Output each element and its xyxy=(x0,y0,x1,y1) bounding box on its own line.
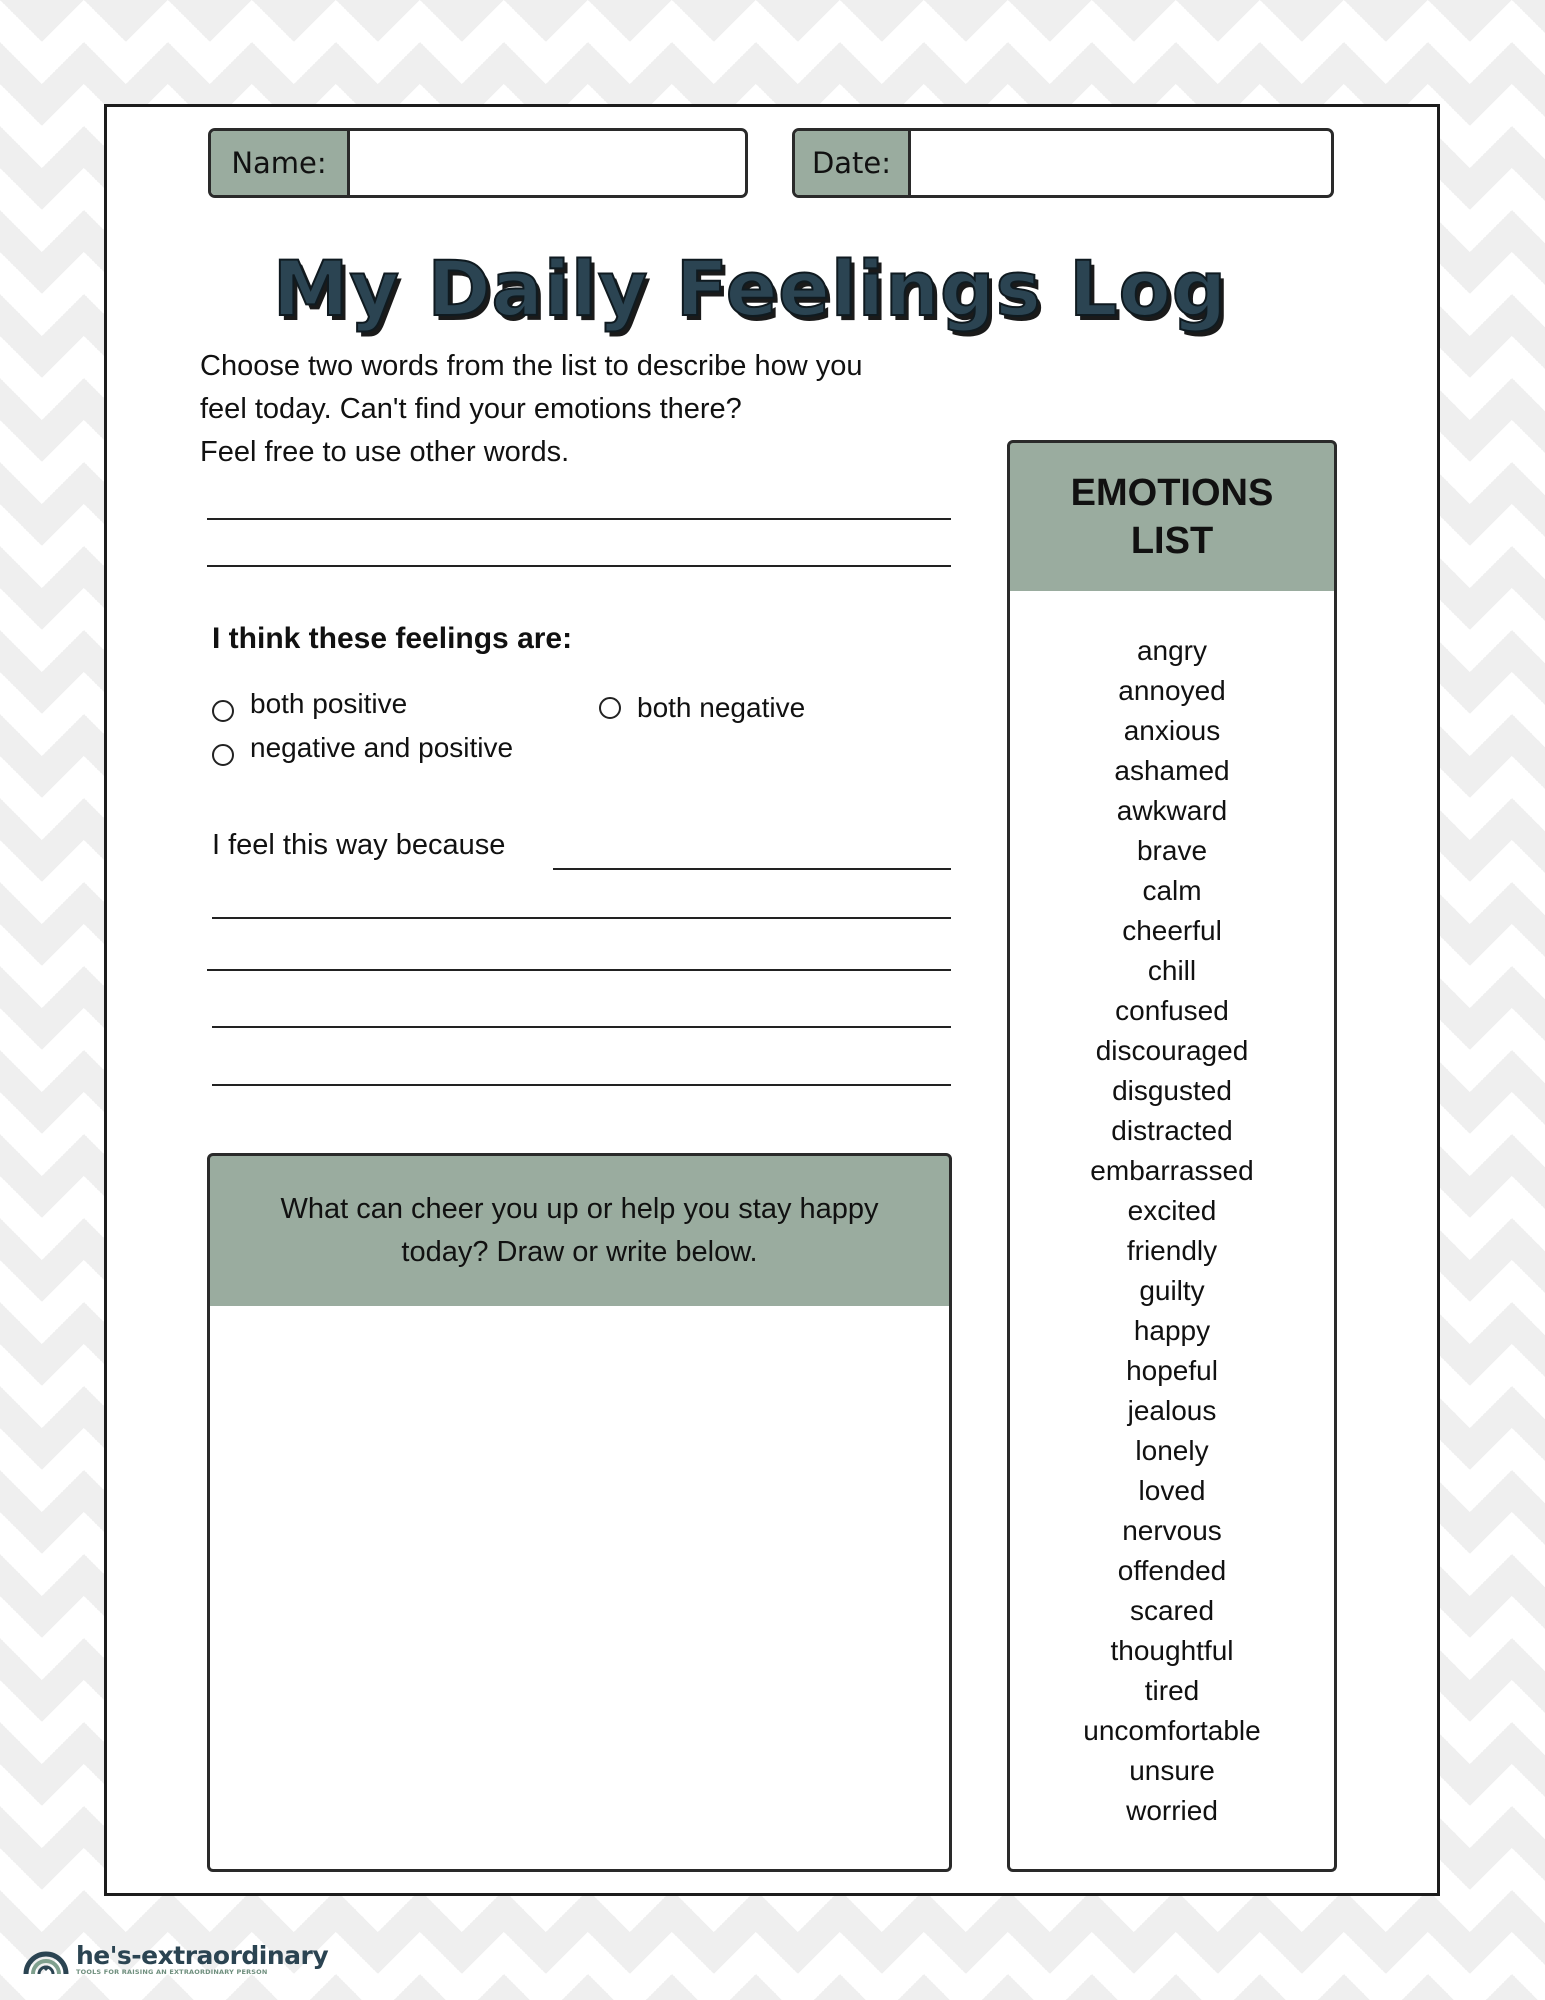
emotion-item: friendly xyxy=(1126,1235,1218,1266)
name-label: Name: xyxy=(211,131,350,195)
because-line-5[interactable] xyxy=(212,1084,951,1086)
because-line-2[interactable] xyxy=(212,917,951,919)
emotion-item: scared xyxy=(1129,1595,1215,1626)
emotion-item: uncomfortable xyxy=(1083,1715,1261,1746)
brand-logo xyxy=(22,1940,328,1980)
emotion-item: cheerful xyxy=(1122,915,1222,946)
instructions-line-1: Choose two words from the list to describe how you xyxy=(200,350,863,382)
emotion-item: tired xyxy=(1144,1675,1200,1706)
date-input[interactable] xyxy=(911,131,1331,195)
emotions-list-header xyxy=(1007,440,1337,594)
because-line-3[interactable] xyxy=(207,969,951,971)
emotion-item: ashamed xyxy=(1114,755,1230,786)
radio-circle-icon[interactable] xyxy=(599,697,621,719)
name-field xyxy=(208,128,748,198)
emotion-item: happy xyxy=(1133,1315,1211,1346)
option-negative-and-positive[interactable] xyxy=(212,730,513,766)
radio-circle-icon[interactable] xyxy=(212,700,234,722)
emotion-item: embarrassed xyxy=(1090,1155,1254,1186)
emotion-item: brave xyxy=(1136,835,1208,866)
emotion-item: guilty xyxy=(1139,1275,1205,1306)
emotion-item: offended xyxy=(1117,1555,1227,1586)
name-input[interactable] xyxy=(350,131,745,195)
emotion-item: awkward xyxy=(1116,795,1228,826)
emotions-list-box xyxy=(1007,591,1337,1872)
draw-or-write-area[interactable] xyxy=(207,1306,952,1872)
option-both-negative[interactable] xyxy=(599,692,805,724)
emotion-item: distracted xyxy=(1111,1115,1233,1146)
emotion-item: discouraged xyxy=(1095,1035,1249,1066)
instructions-line-3: Feel free to use other words. xyxy=(200,436,570,468)
because-line-4[interactable] xyxy=(212,1026,951,1028)
emotions-title-line-1: EMOTIONS xyxy=(1070,472,1274,514)
option-label: both negative xyxy=(637,692,806,723)
emotion-item: unsure xyxy=(1129,1755,1215,1786)
feelings-type-heading: I think these feelings are: xyxy=(212,622,573,655)
feeling-word-line-1[interactable] xyxy=(207,518,951,520)
emotions-title-line-2: LIST xyxy=(1130,520,1214,562)
emotion-item: disgusted xyxy=(1112,1075,1232,1106)
brand-name: he's-extraordinary xyxy=(76,1941,329,1970)
cheer-prompt-header xyxy=(207,1153,952,1309)
emotion-item: anxious xyxy=(1123,715,1221,746)
date-label: Date: xyxy=(795,131,911,195)
brand-tagline: TOOLS FOR RAISING AN EXTRAORDINARY PERSON xyxy=(76,1968,268,1976)
emotion-item: hopeful xyxy=(1126,1355,1218,1386)
option-both-positive[interactable] xyxy=(212,686,407,722)
emotion-item: confused xyxy=(1115,995,1229,1026)
emotion-item: worried xyxy=(1126,1795,1218,1826)
emotion-item: annoyed xyxy=(1118,675,1226,706)
emotion-item: chill xyxy=(1147,955,1197,986)
emotion-item: excited xyxy=(1127,1195,1217,1226)
emotion-item: calm xyxy=(1142,875,1202,906)
emotion-item: loved xyxy=(1138,1475,1206,1506)
radio-circle-icon[interactable] xyxy=(212,744,234,766)
because-line-1[interactable] xyxy=(553,868,951,870)
emotion-item: thoughtful xyxy=(1110,1635,1234,1666)
page-title: My Daily Feelings Log xyxy=(272,244,1228,333)
option-label: both positive xyxy=(250,688,408,719)
because-label: I feel this way because xyxy=(212,829,506,861)
instructions-line-2: feel today. Can't find your emotions there? xyxy=(200,393,742,425)
emotion-item: nervous xyxy=(1122,1515,1222,1546)
emotion-item: lonely xyxy=(1135,1435,1209,1466)
option-label: negative and positive xyxy=(250,732,514,763)
instructions xyxy=(200,345,980,474)
emotion-item: angry xyxy=(1136,635,1208,666)
cheer-prompt: What can cheer you up or help you stay happy today? Draw or write below. xyxy=(280,1193,879,1268)
emotions-list xyxy=(1010,631,1334,1831)
rainbow-heart-icon xyxy=(22,1940,70,1980)
emotion-item: jealous xyxy=(1127,1395,1217,1426)
date-field xyxy=(792,128,1334,198)
feeling-word-line-2[interactable] xyxy=(207,565,951,567)
